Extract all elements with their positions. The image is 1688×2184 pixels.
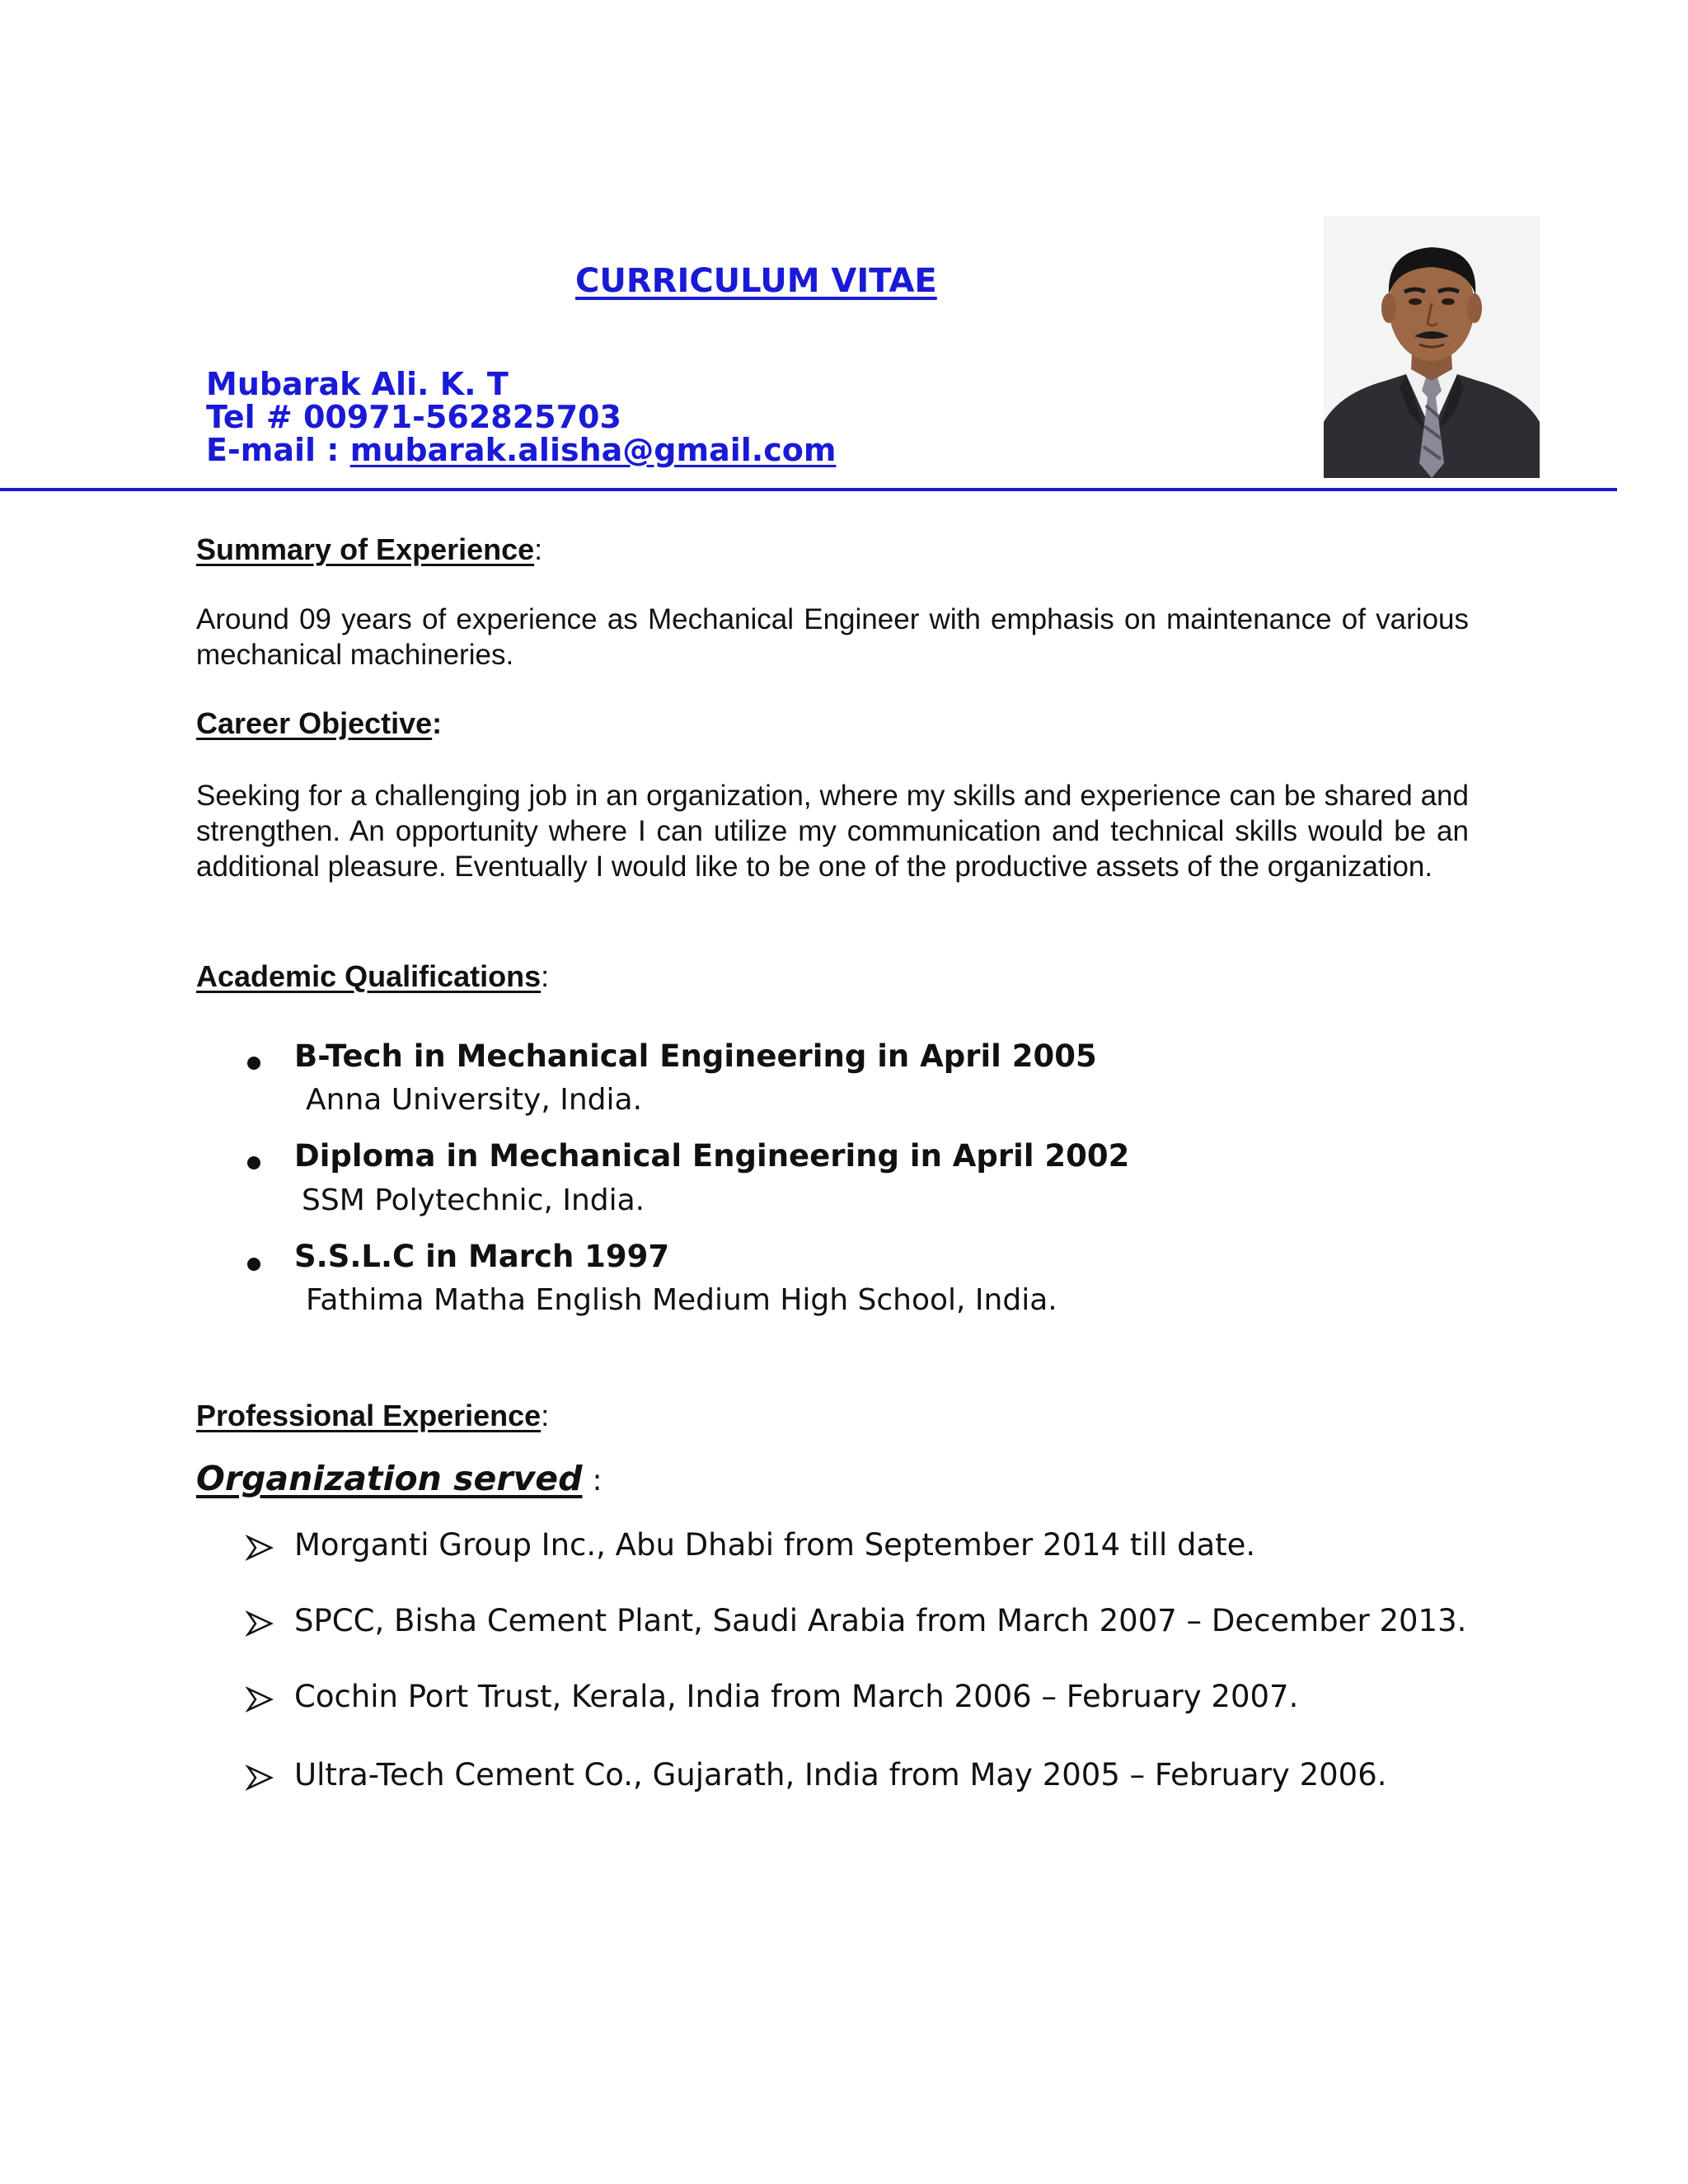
portrait-image: [1324, 216, 1540, 478]
degree-title: B-Tech in Mechanical Engineering in April 2005: [294, 1038, 1097, 1074]
academic-heading-text: Academic Qualifications: [196, 959, 542, 993]
arrowhead-bullet-icon: [246, 1610, 274, 1638]
arrowhead-bullet-icon: [246, 1685, 274, 1713]
degree-institution: SSM Polytechnic, India.: [302, 1183, 645, 1217]
objective-heading: Career Objective:: [196, 706, 443, 740]
email-link[interactable]: mubarak.alisha@gmail.com: [349, 432, 837, 468]
degree-title: S.S.L.C in March 1997: [294, 1239, 670, 1274]
professional-heading: Professional Experience:: [196, 1399, 550, 1432]
organization-item: Ultra-Tech Cement Co., Gujarath, India from May 2005 – February 2006.: [294, 1757, 1387, 1793]
organization-item: Cochin Port Trust, Kerala, India from March 2006 – February 2007.: [294, 1679, 1299, 1714]
header-divider: [0, 488, 1617, 491]
organization-item: SPCC, Bisha Cement Plant, Saudi Arabia from March 2007 – December 2013.: [294, 1603, 1467, 1638]
objective-heading-text: Career Objective: [196, 706, 433, 740]
degree-title: Diploma in Mechanical Engineering in April 2002: [294, 1138, 1130, 1174]
summary-heading: Summary of Experience:: [196, 532, 543, 566]
email-label: E-mail :: [206, 432, 350, 468]
degree-institution: Anna University, India.: [306, 1083, 643, 1117]
degree-institution: Fathima Matha English Medium High School, India.: [306, 1283, 1057, 1317]
organization-item: Morganti Group Inc., Abu Dhabi from September 2014 till date.: [294, 1527, 1256, 1563]
arrowhead-bullet-icon: [246, 1764, 274, 1792]
phone-number: Tel # 00971-562825703: [206, 399, 621, 435]
organization-heading-text: Organization served: [196, 1459, 583, 1498]
disc-bullet-icon: [247, 1258, 260, 1271]
disc-bullet-icon: [247, 1156, 260, 1169]
professional-heading-text: Professional Experience: [196, 1399, 542, 1432]
disc-bullet-icon: [247, 1057, 260, 1070]
organization-heading: Organization served :: [196, 1459, 603, 1498]
arrowhead-bullet-icon: [246, 1534, 274, 1562]
objective-text: Seeking for a challenging job in an organization, where my skills and experience can be shared and strengthen. An opportunity where I can utilize my communication and technical skills would be an additional pleasure. Eventually I would like to be one of the productive assets of the organization.: [196, 780, 1469, 883]
academic-heading: Academic Qualifications:: [196, 959, 550, 993]
summary-heading-text: Summary of Experience: [196, 532, 535, 566]
profile-photo: [1324, 216, 1540, 478]
candidate-name: Mubarak Ali. K. T: [206, 366, 509, 402]
document-title: CURRICULUM VITAE: [575, 262, 937, 300]
summary-text: Around 09 years of experience as Mechanical Engineer with emphasis on maintenance of various mechanical machineries.: [196, 603, 1469, 671]
email-line: [206, 434, 836, 466]
